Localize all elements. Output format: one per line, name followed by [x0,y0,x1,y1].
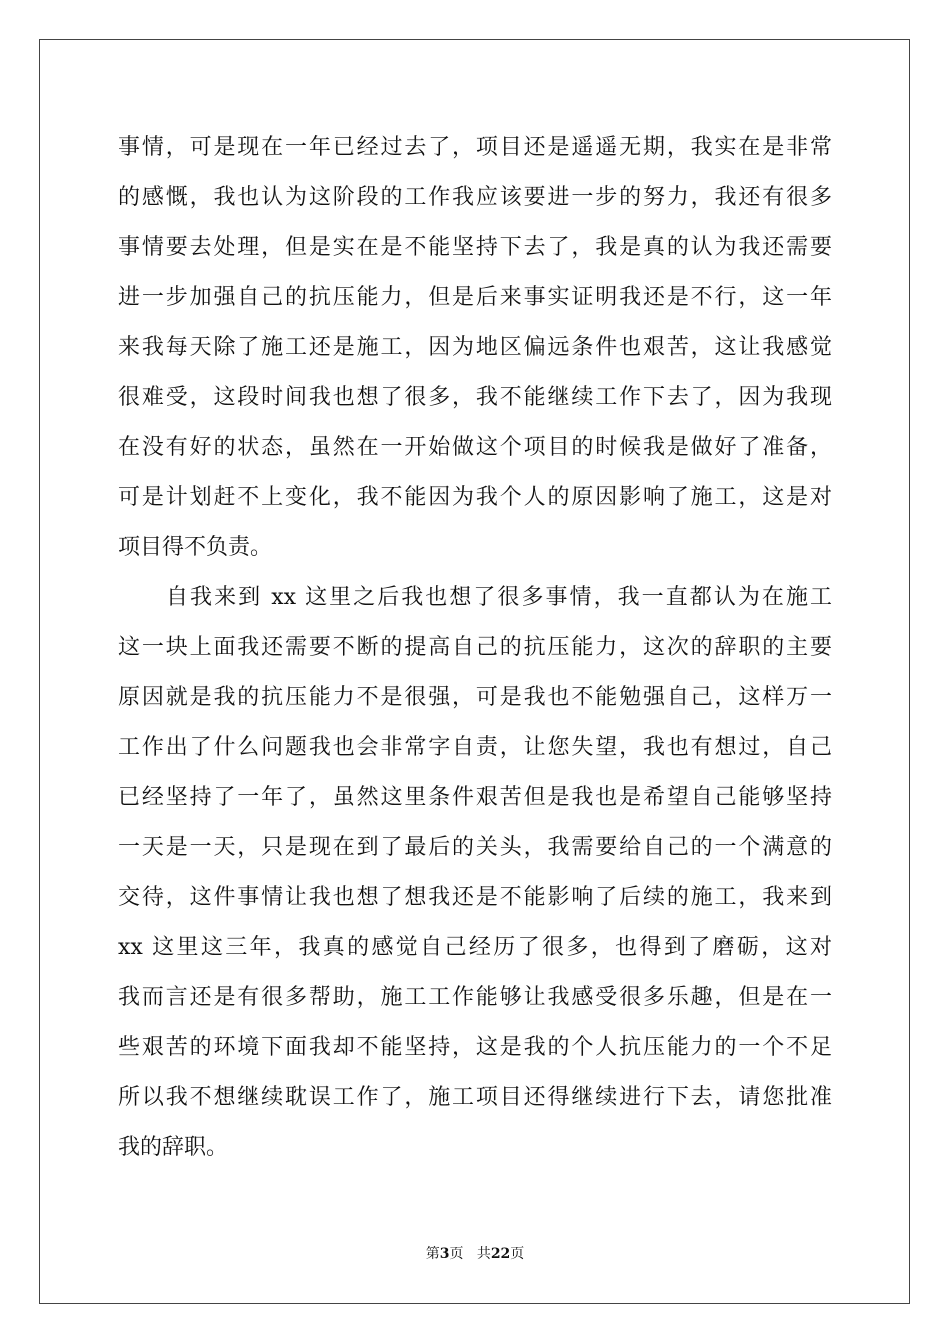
paragraph-2-line-12: 我的辞职。 [118,1135,229,1160]
paragraph-1-line-8: 可是计划赶不上变化，我不能因为我个人的原因影响了施工，这是对 [118,485,832,510]
paragraph-1-line-7: 在没有好的状态，虽然在一开始做这个项目的时候我是做好了准备， [118,435,832,460]
page-footer [0,1244,950,1264]
paragraph-2-line-7: 交待，这件事情让我也想了想我还是不能影响了后续的施工，我来到 [118,885,832,910]
paragraph-2-line-5: 已经坚持了一年了，虽然这里条件艰苦但是我也是希望自己能够坚持 [118,785,832,810]
paragraph-2-line-8: xx 这里这三年，我真的感觉自己经历了很多，也得到了磨砺，这对 [118,935,832,960]
paragraph-2-line-4: 工作出了什么问题我也会非常字自责，让您失望，我也有想过，自己 [118,735,832,760]
paragraph-2-line-9: 我而言还是有很多帮助，施工工作能够让我感受很多乐趣，但是在一 [118,985,832,1010]
paragraph-1-line-5: 来我每天除了施工还是施工，因为地区偏远条件也艰苦，这让我感觉 [118,335,832,360]
paragraph-2-line-11: 所以我不想继续耽误工作了，施工项目还得继续进行下去，请您批准 [118,1085,832,1110]
paragraph-1-line-9: 项目得不负责。 [118,535,273,560]
page-suffix: 页 [449,1246,464,1262]
paragraph-1-line-3: 事情要去处理，但是实在是不能坚持下去了，我是真的认为我还需要 [118,235,832,260]
paragraph-1-line-6: 很难受，这段时间我也想了很多，我不能继续工作下去了，因为我现 [118,385,832,410]
page-number: 3 [439,1246,450,1262]
paragraph-2-line-6: 一天是一天，只是现在到了最后的关头，我需要给自己的一个满意的 [118,835,832,860]
total-suffix: 页 [510,1246,525,1262]
paragraph-2-line-3: 原因就是我的抗压能力不是很强，可是我也不能勉强自己，这样万一 [118,685,832,710]
paragraph-2-line-1: 自我来到 xx 这里之后我也想了很多事情，我一直都认为在施工 [166,585,832,610]
paragraph-1-line-4: 进一步加强自己的抗压能力，但是后来事实证明我还是不行，这一年 [118,285,832,310]
paragraph-2-line-10: 些艰苦的环境下面我却不能坚持，这是我的个人抗压能力的一个不足 [118,1035,832,1060]
paragraph-1-line-1: 事情，可是现在一年已经过去了，项目还是遥遥无期，我实在是非常 [118,135,832,160]
total-prefix: 共 [476,1246,491,1262]
paragraph-2-line-2: 这一块上面我还需要不断的提高自己的抗压能力，这次的辞职的主要 [118,635,832,660]
paragraph-1-line-2: 的感慨，我也认为这阶段的工作我应该要进一步的努力，我还有很多 [118,185,832,210]
page-prefix: 第 [425,1246,440,1262]
total-pages: 22 [490,1246,511,1262]
